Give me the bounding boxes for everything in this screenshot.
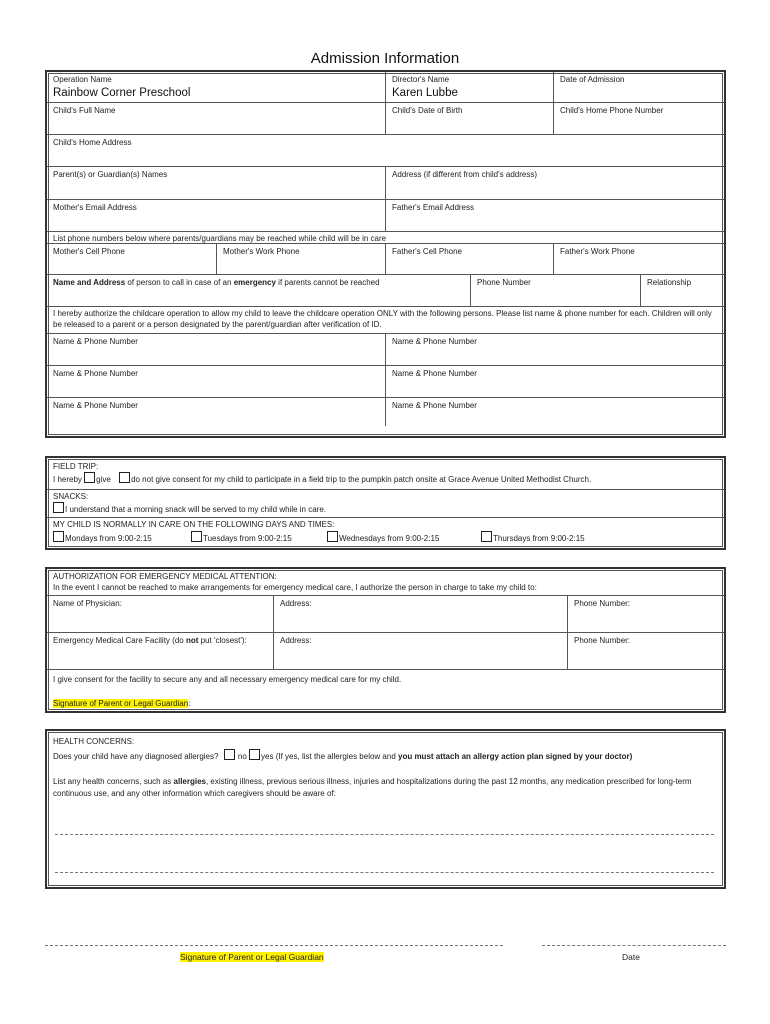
give-checkbox[interactable] <box>84 472 95 483</box>
medical-consent-text: I give consent for the facility to secure any and all necessary emergency medical care for my child. <box>53 675 402 684</box>
parents-names-label: Parent(s) or Guardian(s) Names <box>53 170 168 179</box>
facility-label <box>53 635 267 646</box>
days-label: MY CHILD IS NORMALLY IN CARE ON THE FOLLOWING DAYS AND TIMES: <box>53 520 335 529</box>
operation-name-field[interactable] <box>47 72 385 102</box>
snack-text: I understand that a morning snack will be served to my child while in care. <box>65 505 327 514</box>
row-phone-intro <box>47 232 724 244</box>
father-email-label: Father's Email Address <box>392 203 475 212</box>
child-full-name-field[interactable] <box>47 103 385 134</box>
release-person-3-field[interactable] <box>47 366 385 397</box>
child-full-name-label: Child's Full Name <box>53 106 116 115</box>
allergies-no-text: no <box>237 752 247 761</box>
medical-intro: In the event I cannot be reached to make arrangements for emergency medical care, I authorize the person in charge to take my child to: <box>53 583 537 592</box>
snack-line <box>47 502 724 515</box>
release-person-4-field[interactable] <box>385 366 724 397</box>
health-concerns-line-2[interactable] <box>55 872 714 873</box>
row-release-2 <box>47 366 724 398</box>
physician-address-label: Address: <box>280 599 312 608</box>
row-field-trip <box>47 458 724 490</box>
emergency-name-address: Name and Address <box>53 278 126 287</box>
emergency-text-a: of person to call in case of an <box>125 278 234 287</box>
medical-signature-colon: : <box>188 699 191 708</box>
medical-signature-line[interactable] <box>47 685 724 709</box>
release-person-1-label: Name & Phone Number <box>53 337 138 346</box>
child-dob-field[interactable] <box>385 103 553 134</box>
relationship-field[interactable] <box>640 275 724 306</box>
monday-text: Mondays from 9:00-2:15 <box>65 534 152 543</box>
health-list-a: List any health concerns, such as <box>53 777 174 786</box>
footer-date-line[interactable] <box>542 945 726 946</box>
emergency-medical-section <box>45 567 726 713</box>
emergency-contact-field[interactable] <box>47 275 470 306</box>
snacks-label: SNACKS: <box>53 492 89 501</box>
date-of-admission-field[interactable] <box>553 72 724 102</box>
facility-address-field[interactable] <box>273 633 567 669</box>
facility-label-not: not <box>185 636 199 645</box>
release-person-5-field[interactable] <box>47 398 385 426</box>
mother-work-label: Mother's Work Phone <box>223 247 300 256</box>
thursday-checkbox[interactable] <box>481 531 492 542</box>
day-option-thursday[interactable] <box>481 531 585 544</box>
row-authorize <box>47 307 724 334</box>
page-title: Admission Information <box>310 50 460 67</box>
mother-work-field[interactable] <box>216 244 385 274</box>
row-release-3 <box>47 398 724 426</box>
emergency-phone-label: Phone Number <box>477 278 531 287</box>
day-option-tuesday[interactable] <box>191 531 292 544</box>
allergies-yes-bold: you must attach an allergy action plan signed by your doctor) <box>398 752 633 761</box>
mother-email-field[interactable] <box>47 200 385 231</box>
release-person-1-field[interactable] <box>47 334 385 365</box>
consent-section <box>45 456 726 550</box>
health-section <box>45 729 726 889</box>
mother-cell-label: Mother's Cell Phone <box>53 247 125 256</box>
allergies-yes-text: yes (If yes, list the allergies below and <box>261 752 398 761</box>
row-days <box>47 518 724 548</box>
row-facility <box>47 633 724 670</box>
address-diff-field[interactable] <box>385 167 724 199</box>
footer-signature-caption <box>180 952 324 963</box>
facility-phone-label: Phone Number: <box>574 636 631 645</box>
i-hereby-text: I hereby <box>53 475 82 484</box>
days-options <box>47 530 724 544</box>
father-work-field[interactable] <box>553 244 724 274</box>
field-trip-line <box>47 472 724 485</box>
director-name-label: Director's Name <box>392 75 450 84</box>
footer-date-label: Date <box>622 952 640 962</box>
health-concerns-line-1[interactable] <box>55 834 714 835</box>
physician-name-label: Name of Physician: <box>53 599 122 608</box>
date-of-admission-label: Date of Admission <box>560 75 625 84</box>
father-cell-field[interactable] <box>385 244 553 274</box>
row-medical-heading <box>47 569 724 596</box>
day-option-monday[interactable] <box>53 531 152 544</box>
allergies-question-line <box>47 747 724 762</box>
do-not-give-checkbox[interactable] <box>119 472 130 483</box>
director-name-value: Karen Lubbe <box>392 87 458 99</box>
facility-name-field[interactable] <box>47 633 273 669</box>
facility-label-a: Emergency Medical Care Facility (do <box>53 636 186 645</box>
monday-checkbox[interactable] <box>53 531 64 542</box>
release-person-2-field[interactable] <box>385 334 724 365</box>
child-home-phone-label: Child's Home Phone Number <box>560 106 664 115</box>
row-medical-consent <box>47 670 724 711</box>
release-person-5-label: Name & Phone Number <box>53 401 138 410</box>
admission-section <box>45 70 726 438</box>
authorize-text: I hereby authorize the childcare operation to allow my child to leave the childcare operation ONLY with the following persons. Please list name & phone number for each. Children will only be released to a parent or a person designated by the parent/guardian after verification of ID. <box>53 309 712 329</box>
thursday-text: Thursdays from 9:00-2:15 <box>493 534 585 543</box>
facility-phone-field[interactable] <box>567 633 724 669</box>
give-text: give <box>96 475 111 484</box>
health-list-b: allergies <box>173 777 206 786</box>
release-person-6-label: Name & Phone Number <box>392 401 477 410</box>
release-person-3-label: Name & Phone Number <box>53 369 138 378</box>
father-email-field[interactable] <box>385 200 724 231</box>
emergency-text-b: if parents cannot be reached <box>275 278 380 287</box>
footer-signature-line[interactable] <box>45 945 503 946</box>
physician-phone-label: Phone Number: <box>574 599 631 608</box>
row-emails <box>47 200 724 232</box>
wednesday-text: Wednesdays from 9:00-2:15 <box>339 534 440 543</box>
row-child <box>47 103 724 135</box>
row-emergency-contact <box>47 275 724 307</box>
facility-label-c: put 'closest'): <box>198 636 247 645</box>
operation-name-value: Rainbow Corner Preschool <box>53 87 191 99</box>
row-phones <box>47 244 724 275</box>
physician-phone-field[interactable] <box>567 596 724 632</box>
address-diff-label: Address (if different from child's address) <box>392 170 537 179</box>
field-trip-label: FIELD TRIP: <box>53 462 99 471</box>
father-cell-label: Father's Cell Phone <box>392 247 463 256</box>
row-release-1 <box>47 334 724 366</box>
operation-name-label: Operation Name <box>53 75 112 84</box>
row-operation <box>47 72 724 103</box>
physician-name-field[interactable] <box>47 596 273 632</box>
child-home-address-field[interactable] <box>47 135 724 166</box>
child-dob-label: Child's Date of Birth <box>392 106 463 115</box>
physician-address-field[interactable] <box>273 596 567 632</box>
mother-email-label: Mother's Email Address <box>53 203 137 212</box>
health-list-instructions <box>47 762 724 800</box>
day-option-wednesday[interactable] <box>327 531 439 544</box>
tuesday-checkbox[interactable] <box>191 531 202 542</box>
mother-cell-field[interactable] <box>47 244 216 274</box>
medical-heading: AUTHORIZATION FOR EMERGENCY MEDICAL ATTENTION: <box>53 572 277 581</box>
allergies-question: Does your child have any diagnosed allergies? <box>53 752 219 761</box>
father-work-label: Father's Work Phone <box>560 247 635 256</box>
child-home-phone-field[interactable] <box>553 103 724 134</box>
parents-names-field[interactable] <box>47 167 385 199</box>
row-home-address <box>47 135 724 167</box>
emergency-phone-field[interactable] <box>470 275 640 306</box>
snack-checkbox[interactable] <box>53 502 64 513</box>
row-snacks <box>47 490 724 518</box>
wednesday-checkbox[interactable] <box>327 531 338 542</box>
relationship-label: Relationship <box>647 278 692 287</box>
medical-signature-label: Signature of Parent or Legal Guardian <box>53 699 189 708</box>
row-parents <box>47 167 724 200</box>
facility-address-label: Address: <box>280 636 312 645</box>
emergency-word: emergency <box>233 278 276 287</box>
do-not-give-text: do not give consent for my child to participate in a field trip to the pumpkin patch onsite at Grace Avenue United Methodist Church. <box>131 475 592 484</box>
tuesday-text: Tuesdays from 9:00-2:15 <box>203 534 292 543</box>
footer-signature-label: Signature of Parent or Legal Guardian <box>180 952 324 962</box>
phone-list-intro: List phone numbers below where parents/guardians may be reached while child will be in care <box>53 234 387 243</box>
allergies-yes-checkbox[interactable] <box>249 749 260 760</box>
health-list-c: , existing illness, previous serious illness, injuries and hospitalizations during the past 12 months, any medication prescribed for long-term continuous use, and any other information which caregivers should be aware of: <box>53 777 692 798</box>
release-person-6-field[interactable] <box>385 398 724 426</box>
director-name-field[interactable] <box>385 72 553 102</box>
release-person-4-label: Name & Phone Number <box>392 369 477 378</box>
allergies-no-checkbox[interactable] <box>224 749 235 760</box>
release-person-2-label: Name & Phone Number <box>392 337 477 346</box>
child-home-address-label: Child's Home Address <box>53 138 132 147</box>
emergency-contact-label <box>53 277 464 288</box>
row-physician <box>47 596 724 633</box>
health-heading: HEALTH CONCERNS: <box>53 737 135 746</box>
